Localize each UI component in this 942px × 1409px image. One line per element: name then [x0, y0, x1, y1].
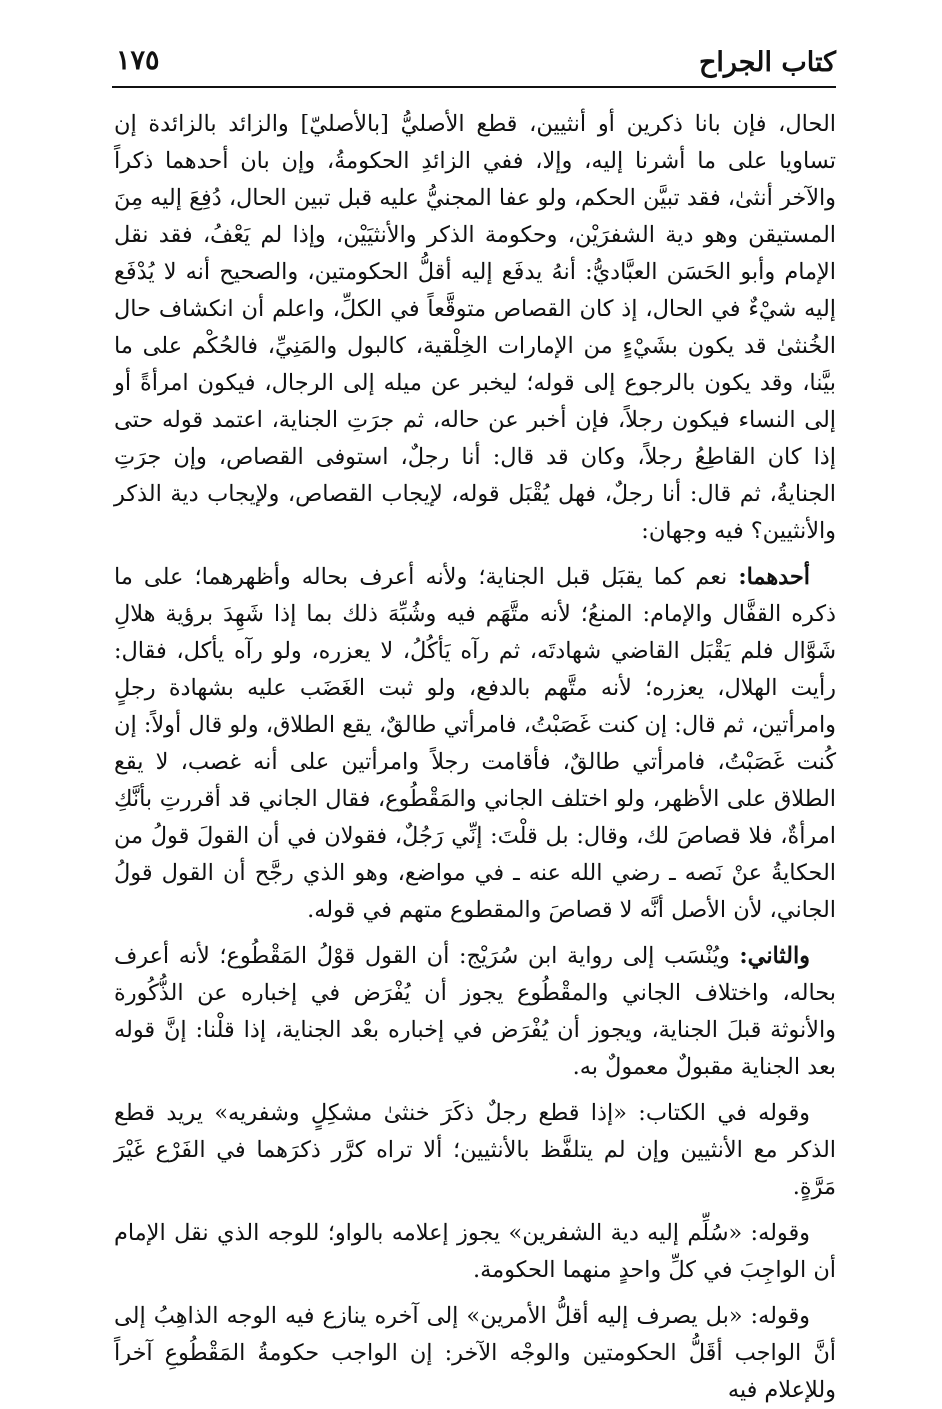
paragraph-first-view — [114, 559, 836, 929]
paragraph-text: ويُنْسَب إلى رواية ابن سُرَيْج: أن القول قوْلُ المَقْطُوع؛ لأنه أعرف بحاله، واختلاف الجاني والمقْطُوع يجوز أن يُفْرَض في إخباره عن الذُّكُورة والأنوثة قبلَ الجناية، ويجوز أن يُفْرَض في إخباره بعْد الجناية، إذا قلْنا: إنَّ قوله بعد الجناية مقبولٌ معمولٌ به. — [114, 943, 836, 1080]
paragraph-continuation — [114, 106, 836, 550]
paragraph-text: الحال، فإن بانا ذكرين أو أنثيين، قطع الأصليُّ [بالأصليّ] والزائد بالزائدة إن تساويا على ما أشرنا إليه، وإلا، ففي الزائدِ الحكومةُ، وإن بان أحدهما ذكراً والآخر أنثىٰ، فقد تبيَّن الحكم، ولو عفا المجنيُّ عليه قبل تبين الحال، دُفِعَ إليه مِنَ المستيقن وهو دية الشفرَيْن، وحكومة الذكر والأنثيَيْن، وإذا لم يَعْفُ، فقد نقل الإمام وأبو الحَسَن العبَّاديُّ: أنهُ يدفَع إليه أقلُّ الحكومتين، والصحيح أنه لا يُدْفَع إليه شيْءٌ في الحال، إذ كان القصاص متوقَّعاً في الكلِّ، واعلم أن انكشاف حال الخُنثىٰ قد يكون بشَيْءٍ من الإمارات الخِلْقية، كالبول والمَنِيِّ، فالحُكْم على ما بيَّنا، وقد يكون بالرجوع إلى قوله؛ ليخبر عن ميله إلى الرجال، فيكون امرأةً أو إلى النساء فيكون رجلاً، فإن أخبر عن حاله، ثم جرَتِ الجناية، اعتمد قوله حتى إذا كان القاطِعُ رجلاً، وكان قد قال: أنا رجلٌ، استوفى القصاص، وإن جرَتِ الجنايةُ، ثم قال: أنا رجلٌ، فهل يُقْبَل قوله، لإيجاب القصاص، ولإيجاب دية الذكر والأنثيين؟ فيه وجهان: — [114, 111, 836, 544]
paragraph-lead: والثاني: — [739, 943, 810, 969]
paragraph-commentary-1 — [114, 1095, 836, 1206]
paragraph-text: وقوله: «بل يصرف إليه أقلُّ الأمرين» إلى آخره ينازع فيه الوجه الذاهِبُ إلى أنَّ الواجب أقَلُّ الحكومتين والوجْه الآخر: إن الواجب حكومةُ المَقْطُوعِ آخراً وللإعلام فيه — [114, 1303, 836, 1403]
running-title: كتاب الجراح — [698, 47, 836, 78]
header-rule — [112, 86, 836, 88]
paragraph-commentary-3 — [114, 1298, 836, 1409]
paragraph-lead: أحدهما: — [738, 564, 810, 590]
page-number: ١٧٥ — [116, 45, 160, 76]
paragraph-commentary-2 — [114, 1215, 836, 1289]
page-header — [112, 38, 836, 84]
body-text — [114, 106, 836, 1409]
paragraph-text: نعم كما يقبَل قبل الجناية؛ ولأنه أعرف بحاله وأظهرهما؛ على ما ذكره القفَّال والإمام: المنعُ؛ لأنه متَّهَم فيه وشُبِّهَ ذلك بما إذا شَهِدَ برؤية هلالِ شَوَّال فلم يَقْبَل القاضي شهادتَه، ثم رآه يَأكُلُ، لا يعزره، ولو رآه يأكل، فقال: رأيت الهلال، يعزره؛ لأنه متَّهم بالدفع، ولو ثبت الغَضَب عليه بشهادة رجلٍ وامرأتين، ثم قال: إن كنت غَصَبْتُ، فامرأتي طالقٌ، يقع الطلاق، ولو قال أولاً: إن كُنت غَصَبْتُ، فامرأتي طالقٌ، فأقامت رجلاً وامرأتين على أنه غصب، لا يقع الطلاق على الأظهر، ولو اختلف الجاني والمَقْطُوع، فقال الجاني قد أقررتِ بأنَّكِ امرأةٌ، فلا قصاصَ لك، وقال: بل قلْتَ: إنِّي رَجُلٌ، فقولان في أن القولَ قولُ من الحكايةُ عنْ نَصه ـ رضي الله عنه ـ في مواضع، وهو الذي رجَّح أن القول قولُ الجاني، لأن الأصل أنَّه لا قصاصَ والمقطوع متهم في قوله. — [114, 564, 836, 923]
paragraph-text: وقوله: «سُلِّم إليه دية الشفرين» يجوز إعلامه بالواو؛ للوجه الذي نقل الإمام أن الواجِبَ في كلِّ واحدٍ منهما الحكومة. — [114, 1220, 836, 1283]
paragraph-second-view — [114, 938, 836, 1086]
paragraph-text: وقوله في الكتاب: «إذا قطع رجلٌ ذكَرَ خنثىٰ مشكِلٍ وشفريه» يريد قطع الذكر مع الأنثيين وإن لم يتلفَّظ بالأنثيين؛ ألا تراه كرَّر ذكرَهما في الفَرْع غَيْرَ مَرَّةٍ. — [114, 1100, 836, 1200]
